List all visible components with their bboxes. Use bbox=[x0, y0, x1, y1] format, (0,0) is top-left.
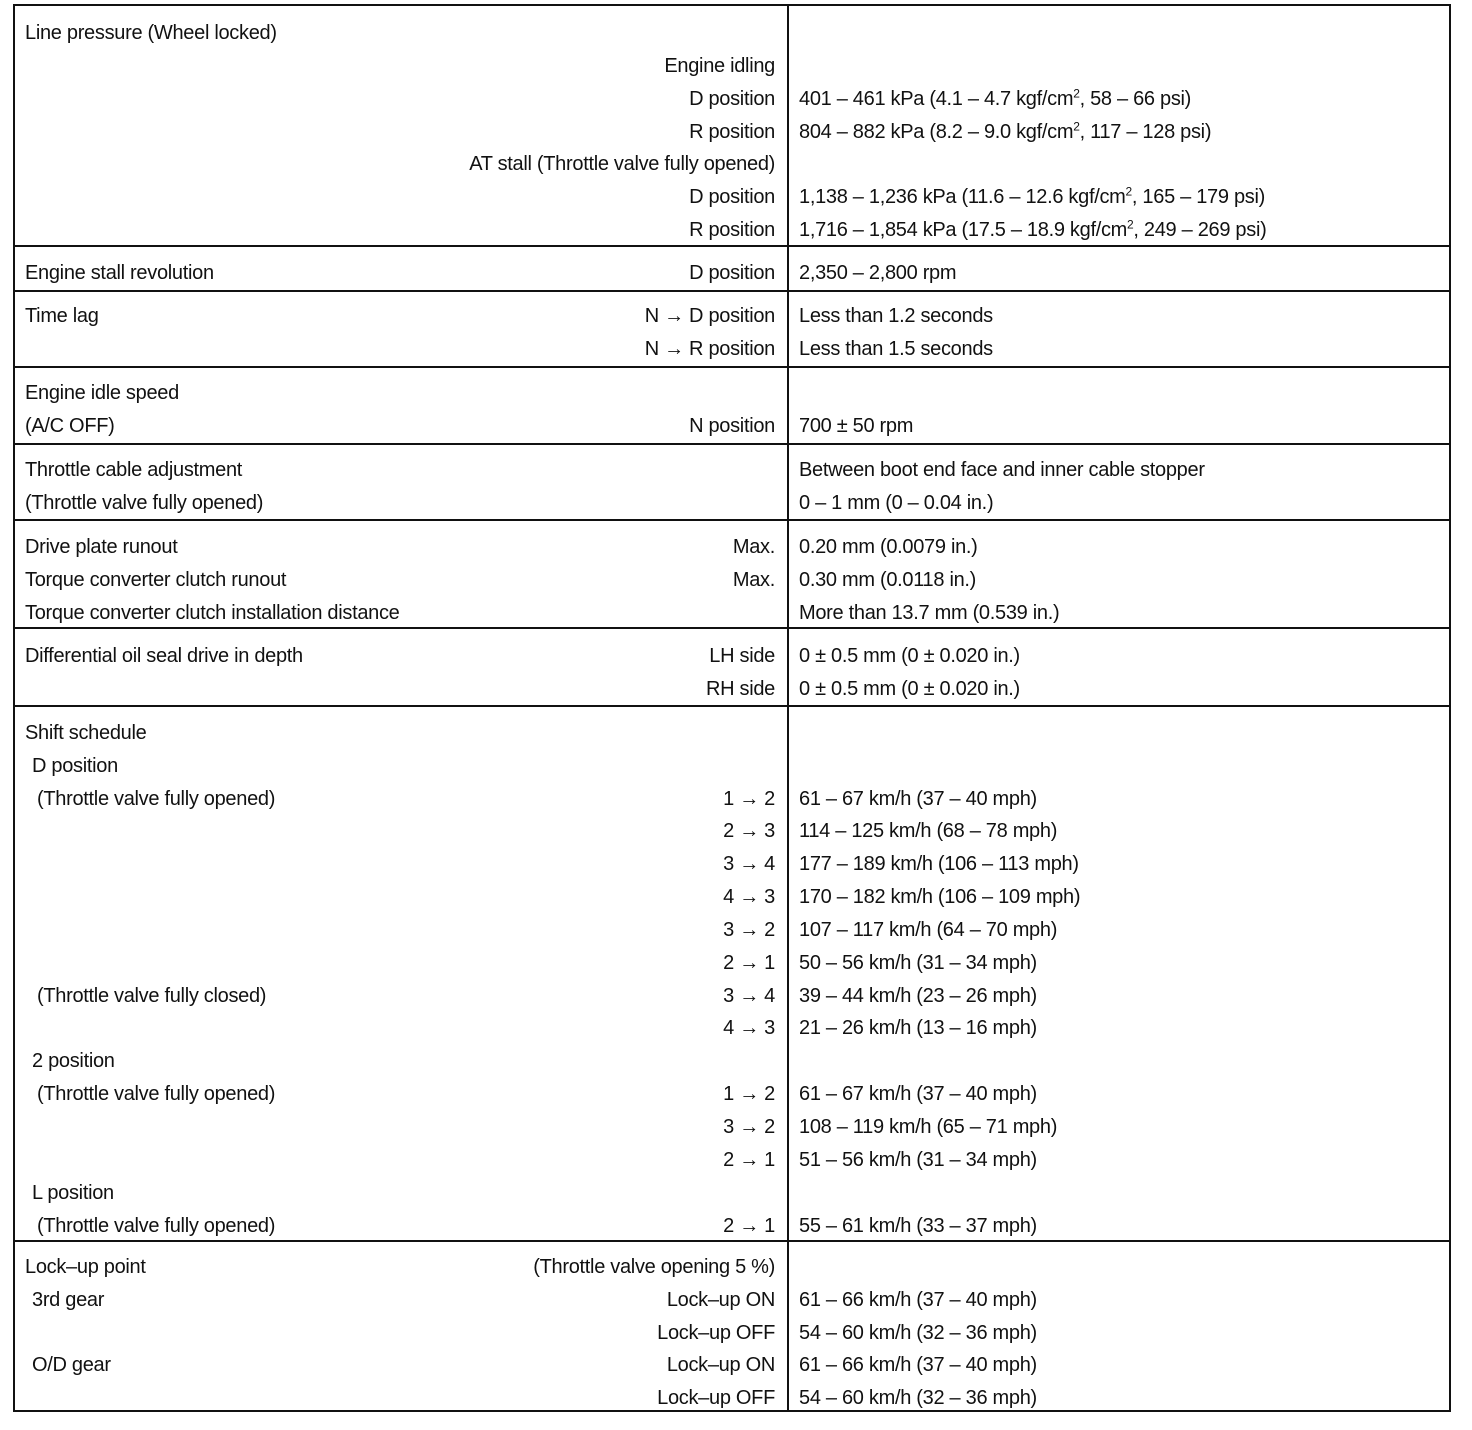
idle-speed-position: N position bbox=[689, 415, 775, 437]
time-lag-nr-value: Less than 1.5 seconds bbox=[799, 338, 993, 360]
shift-row-value: 61 – 67 km/h (37 – 40 mph) bbox=[799, 1083, 1037, 1105]
throttle-cable-sub: (Throttle valve fully opened) bbox=[25, 492, 264, 514]
idle-r-position-label: R position bbox=[689, 121, 775, 143]
column-divider bbox=[787, 1242, 789, 1412]
shift-row-value: 55 – 61 km/h (33 – 37 mph) bbox=[799, 1215, 1037, 1237]
at-stall-label: AT stall (Throttle valve fully opened) bbox=[469, 153, 775, 175]
section-idle-speed bbox=[15, 368, 1449, 445]
line-pressure-title: Line pressure (Wheel locked) bbox=[25, 22, 277, 44]
column-divider bbox=[787, 6, 789, 245]
shift-row-label: 1 → 2 bbox=[723, 1083, 775, 1105]
idle-d-position-label: D position bbox=[689, 88, 775, 110]
column-divider bbox=[787, 629, 789, 705]
section-lockup-point bbox=[15, 1242, 1449, 1412]
idle-r-position-value: 804 – 882 kPa (8.2 – 9.0 kgf/$cm^2$, 117 – 128 psi) bbox=[799, 119, 1212, 143]
throttle-cable-label: Throttle cable adjustment bbox=[25, 459, 243, 481]
diff-seal-lh-label: LH side bbox=[709, 645, 775, 667]
lockup-state-label: Lock–up OFF bbox=[657, 1322, 775, 1344]
shift-l-throttle-open: (Throttle valve fully opened) bbox=[37, 1215, 276, 1237]
time-lag-label: Time lag bbox=[25, 305, 99, 327]
tc-clutch-runout-value: 0.30 mm (0.0118 in.) bbox=[799, 569, 977, 591]
spec-table bbox=[13, 4, 1451, 1412]
stall-r-position-value: 1,716 – 1,854 kPa (17.5 – 18.9 kgf/$cm^2$, 249 – 269 psi) bbox=[799, 217, 1267, 241]
section-stall-revolution bbox=[15, 247, 1449, 292]
throttle-cable-value-2: 0 – 1 mm (0 – 0.04 in.) bbox=[799, 492, 994, 514]
shift-row-value: 21 – 26 km/h (13 – 16 mph) bbox=[799, 1017, 1037, 1039]
shift-d-throttle-closed: (Throttle valve fully closed) bbox=[37, 985, 267, 1007]
stall-d-position-label: D position bbox=[689, 186, 775, 208]
shift-row-value: 170 – 182 km/h (106 – 109 mph) bbox=[799, 886, 1081, 908]
time-lag-nr-label: N → R position bbox=[644, 338, 775, 360]
lockup-3rd-gear: 3rd gear bbox=[32, 1289, 105, 1311]
shift-row-value: 114 – 125 km/h (68 – 78 mph) bbox=[799, 820, 1058, 842]
stall-revolution-position: D position bbox=[689, 262, 775, 284]
stall-r-position-label: R position bbox=[689, 219, 775, 241]
shift-row-value: 51 – 56 km/h (31 – 34 mph) bbox=[799, 1149, 1037, 1171]
shift-row-value: 61 – 67 km/h (37 – 40 mph) bbox=[799, 788, 1037, 810]
tc-install-distance-label: Torque converter clutch installation distance bbox=[25, 602, 400, 624]
lockup-throttle-opening: (Throttle valve opening 5 %) bbox=[533, 1256, 775, 1278]
lockup-state-label: Lock–up ON bbox=[666, 1289, 775, 1311]
lockup-state-value: 61 – 66 km/h (37 – 40 mph) bbox=[799, 1289, 1037, 1311]
shift-row-value: 177 – 189 km/h (106 – 113 mph) bbox=[799, 853, 1079, 875]
section-line-pressure bbox=[15, 6, 1449, 247]
shift-row-label: 3 → 2 bbox=[723, 919, 775, 941]
column-divider bbox=[787, 707, 789, 1240]
shift-row-label: 2 → 3 bbox=[723, 820, 775, 842]
column-divider bbox=[787, 445, 789, 519]
shift-2-throttle-open: (Throttle valve fully opened) bbox=[37, 1083, 276, 1105]
stall-revolution-value: 2,350 – 2,800 rpm bbox=[799, 262, 957, 284]
column-divider bbox=[787, 521, 789, 627]
shift-row-label: 2 → 1 bbox=[723, 1149, 775, 1171]
column-divider bbox=[787, 247, 789, 290]
shift-2-position: 2 position bbox=[32, 1050, 115, 1072]
drive-plate-runout-label: Drive plate runout bbox=[25, 536, 178, 558]
idle-d-position-value: 401 – 461 kPa (4.1 – 4.7 kgf/$cm^2$, 58 – 66 psi) bbox=[799, 86, 1192, 110]
engine-idling-label: Engine idling bbox=[664, 55, 775, 77]
lockup-od-gear: O/D gear bbox=[32, 1354, 111, 1376]
shift-row-value: 50 – 56 km/h (31 – 34 mph) bbox=[799, 952, 1037, 974]
lockup-state-value: 61 – 66 km/h (37 – 40 mph) bbox=[799, 1354, 1037, 1376]
section-runout bbox=[15, 521, 1449, 629]
time-lag-nd-value: Less than 1.2 seconds bbox=[799, 305, 993, 327]
diff-seal-rh-label: RH side bbox=[705, 678, 775, 700]
diff-seal-rh-value: 0 ± 0.5 mm (0 ± 0.020 in.) bbox=[799, 678, 1020, 700]
stall-d-position-value: 1,138 – 1,236 kPa (11.6 – 12.6 kgf/$cm^2$, 165 – 179 psi) bbox=[799, 184, 1265, 208]
lockup-state-label: Lock–up ON bbox=[666, 1354, 775, 1376]
section-time-lag bbox=[15, 292, 1449, 368]
shift-row-label: 2 → 1 bbox=[723, 952, 775, 974]
shift-row-label: 4 → 3 bbox=[723, 1017, 775, 1039]
time-lag-nd-label: N → D position bbox=[644, 305, 775, 327]
shift-row-label: 1 → 2 bbox=[723, 788, 775, 810]
shift-row-value: 107 – 117 km/h (64 – 70 mph) bbox=[799, 919, 1058, 941]
tc-clutch-runout-max: Max. bbox=[732, 569, 775, 591]
column-divider bbox=[787, 368, 789, 443]
shift-schedule-title: Shift schedule bbox=[25, 722, 147, 744]
stall-revolution-label: Engine stall revolution bbox=[25, 262, 214, 284]
drive-plate-runout-max: Max. bbox=[732, 536, 775, 558]
idle-speed-value: 700 ± 50 rpm bbox=[799, 415, 914, 437]
lockup-title: Lock–up point bbox=[25, 1256, 146, 1278]
shift-row-value: 39 – 44 km/h (23 – 26 mph) bbox=[799, 985, 1037, 1007]
lockup-state-value: 54 – 60 km/h (32 – 36 mph) bbox=[799, 1387, 1037, 1409]
diff-seal-lh-value: 0 ± 0.5 mm (0 ± 0.020 in.) bbox=[799, 645, 1020, 667]
shift-d-position: D position bbox=[32, 755, 118, 777]
tc-install-distance-value: More than 13.7 mm (0.539 in.) bbox=[799, 602, 1060, 624]
shift-row-label: 2 → 1 bbox=[723, 1215, 775, 1237]
diff-seal-label: Differential oil seal drive in depth bbox=[25, 645, 303, 667]
idle-speed-sub: (A/C OFF) bbox=[25, 415, 115, 437]
drive-plate-runout-value: 0.20 mm (0.0079 in.) bbox=[799, 536, 978, 558]
section-diff-seal bbox=[15, 629, 1449, 707]
shift-row-label: 3 → 2 bbox=[723, 1116, 775, 1138]
shift-row-label: 3 → 4 bbox=[723, 985, 775, 1007]
section-throttle-cable bbox=[15, 445, 1449, 521]
shift-d-throttle-open: (Throttle valve fully opened) bbox=[37, 788, 276, 810]
column-divider bbox=[787, 292, 789, 366]
throttle-cable-value-1: Between boot end face and inner cable stopper bbox=[799, 459, 1205, 481]
section-shift-schedule bbox=[15, 707, 1449, 1242]
tc-clutch-runout-label: Torque converter clutch runout bbox=[25, 569, 287, 591]
shift-l-position: L position bbox=[32, 1182, 114, 1204]
shift-row-label: 4 → 3 bbox=[723, 886, 775, 908]
lockup-state-label: Lock–up OFF bbox=[657, 1387, 775, 1409]
shift-row-label: 3 → 4 bbox=[723, 853, 775, 875]
shift-row-value: 108 – 119 km/h (65 – 71 mph) bbox=[799, 1116, 1058, 1138]
lockup-state-value: 54 – 60 km/h (32 – 36 mph) bbox=[799, 1322, 1037, 1344]
idle-speed-label: Engine idle speed bbox=[25, 382, 179, 404]
